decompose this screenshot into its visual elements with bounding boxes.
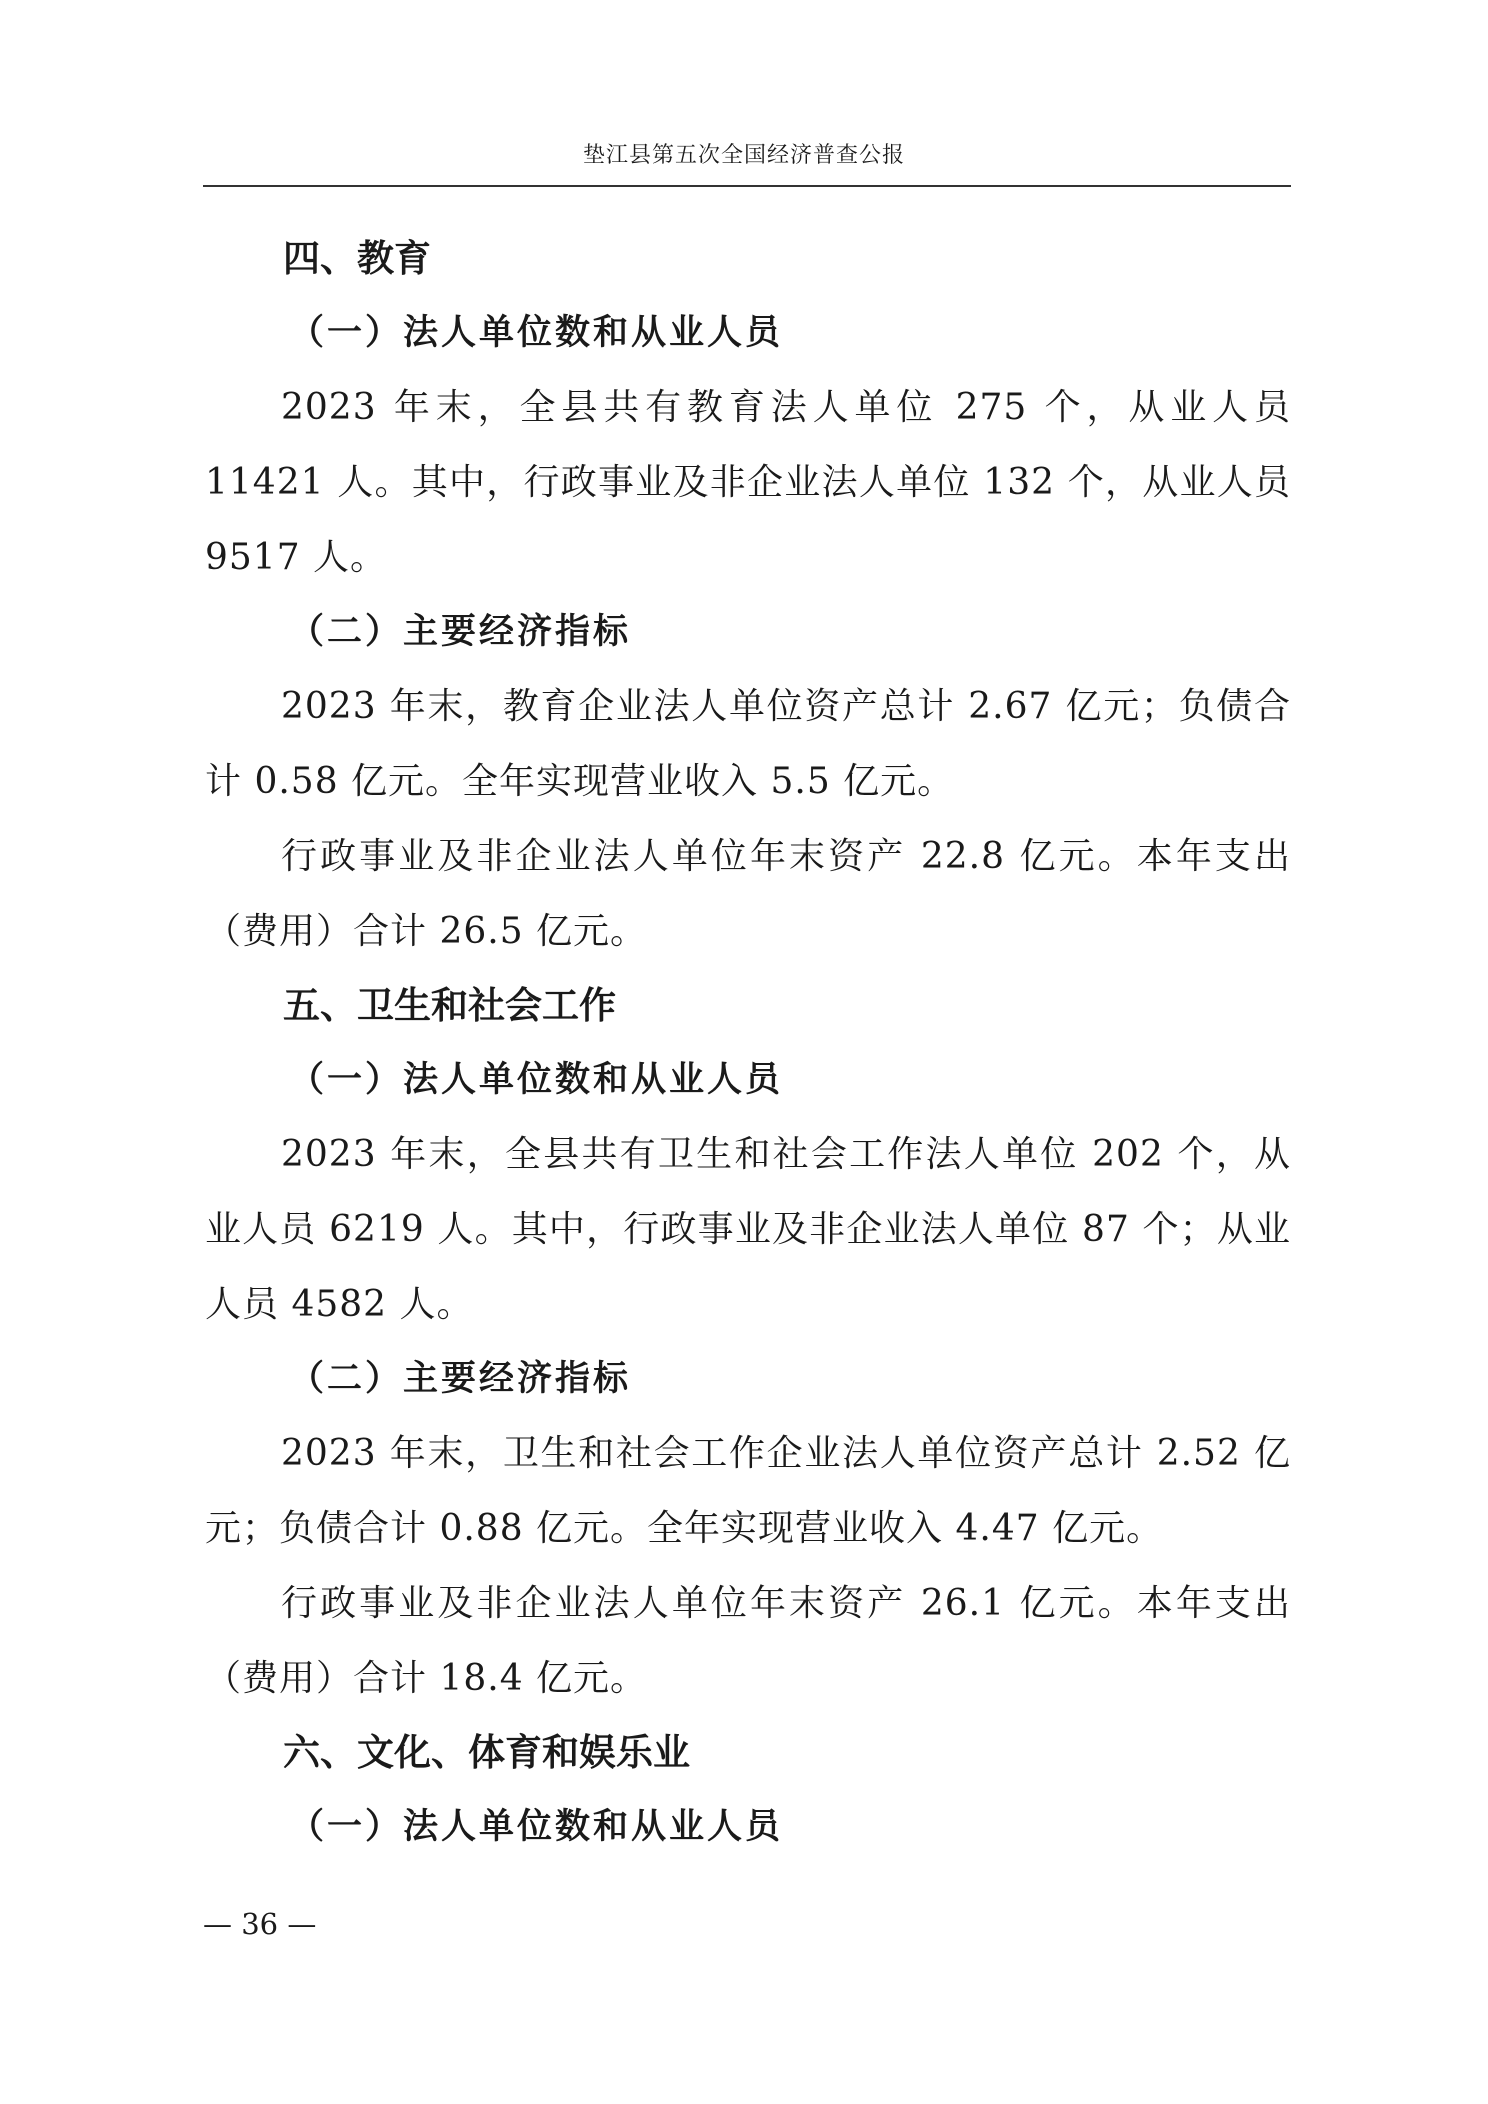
subheading-education-indicators: （二）主要经济指标 (289, 612, 632, 652)
subheading-education-units: （一）法人单位数和从业人员 (289, 313, 784, 353)
subheading-health-indicators: （二）主要经济指标 (289, 1359, 632, 1399)
subheading-health-units: （一）法人单位数和从业人员 (289, 1060, 784, 1100)
paragraph-health-nonenterprise: 行政事业及非企业法人单位年末资产 26.1 亿元。本年支出（费用）合计 18.4 亿元。 (205, 1583, 1291, 1699)
section-heading-health: 五、卫生和社会工作 (283, 984, 616, 1027)
header-divider (203, 185, 1291, 187)
paragraph-education-units: 2023 年末，全县共有教育法人单位 275 个，从业人员 11421 人。其中，行政事业及非企业法人单位 132 个，从业人员 9517 人。 (205, 387, 1291, 578)
document-body (205, 222, 1291, 1864)
paragraph-health-units: 2023 年末，全县共有卫生和社会工作法人单位 202 个，从业人员 6219 人。其中，行政事业及非企业法人单位 87 个；从业人员 4582 人。 (205, 1134, 1291, 1325)
section-heading-education: 四、教育 (283, 237, 431, 280)
page-number: — 36 — (203, 1907, 317, 1941)
paragraph-education-enterprise: 2023 年末，教育企业法人单位资产总计 2.67 亿元；负债合计 0.58 亿元。全年实现营业收入 5.5 亿元。 (205, 686, 1291, 802)
section-heading-culture: 六、文化、体育和娱乐业 (283, 1731, 690, 1774)
subheading-culture-units: （一）法人单位数和从业人员 (289, 1807, 784, 1847)
document-header-title: 垫江县第五次全国经济普查公报 (582, 143, 905, 168)
paragraph-education-nonenterprise: 行政事业及非企业法人单位年末资产 22.8 亿元。本年支出（费用）合计 26.5 亿元。 (205, 836, 1291, 952)
paragraph-health-enterprise: 2023 年末，卫生和社会工作企业法人单位资产总计 2.52 亿元；负债合计 0.88 亿元。全年实现营业收入 4.47 亿元。 (205, 1433, 1291, 1549)
